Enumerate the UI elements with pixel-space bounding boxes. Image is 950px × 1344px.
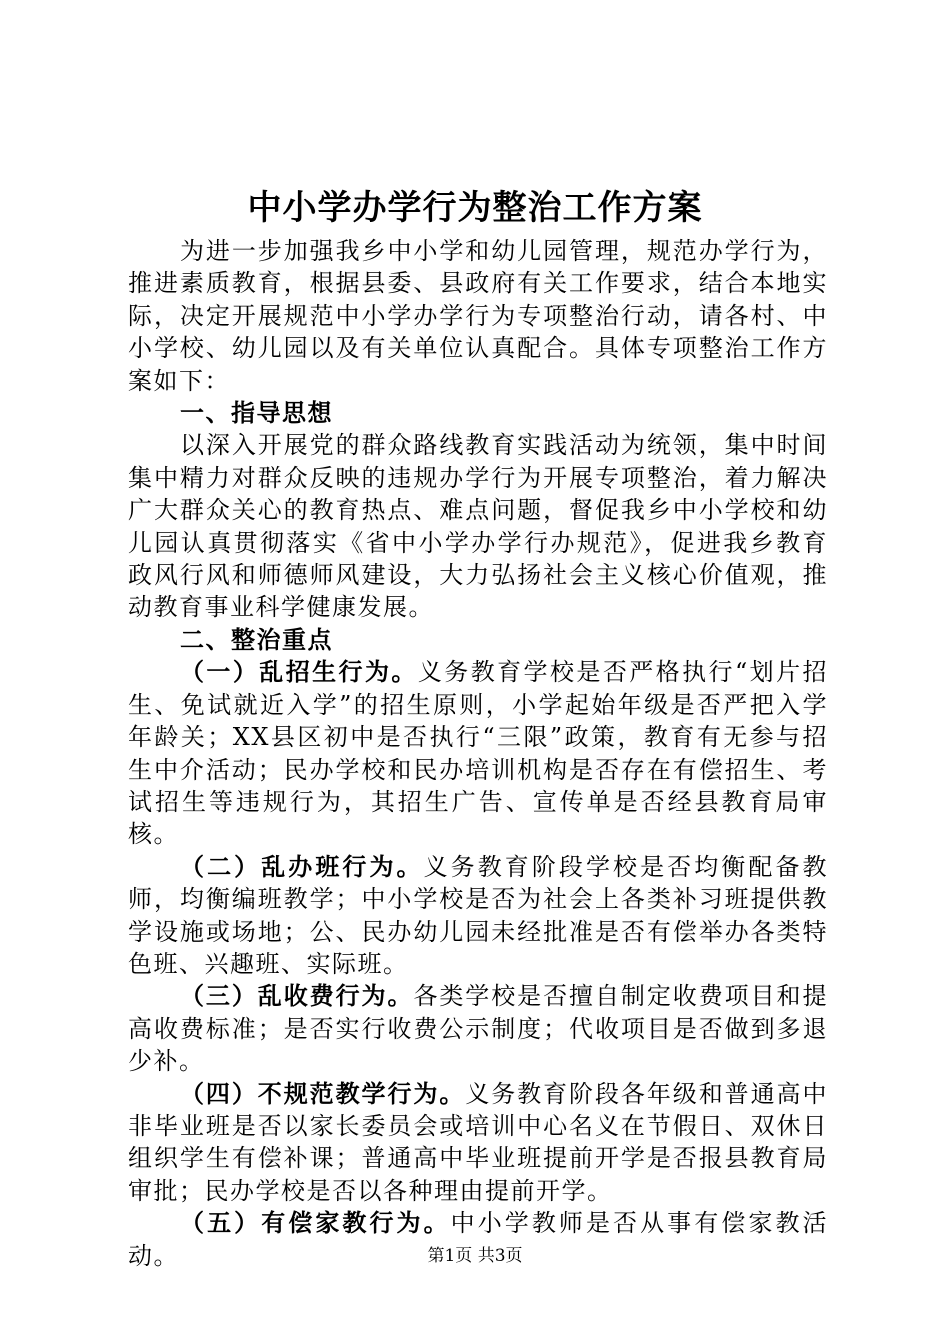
section-paragraph-guiding-thought: 以深入开展党的群众路线教育实践活动为统领，集中时间集中精力对群众反映的违规办学行为开展专项整治，着力解决广大群众关心的教育热点、难点问题，督促我乡中小学校和幼儿园认真贯彻落实《省中小学办学行办规范》，促进我乡教育政风行风和师德师风建设，大力弘扬社会主义核心价值观，推动教育事业科学健康发展。 <box>128 431 828 622</box>
focus-item-lead: （一）乱招生行为。 <box>180 658 418 687</box>
focus-item-lead: （二）乱办班行为。 <box>180 852 424 881</box>
intro-paragraph: 为进一步加强我乡中小学和幼儿园管理，规范办学行为，推进素质教育，根据县委、县政府有关工作要求，结合本地实际，决定开展规范中小学办学行为专项整治行动，请各村、中小学校、幼儿园以及有关单位认真配合。具体专项整治工作方案如下： <box>128 237 828 395</box>
page-total: 共3页 <box>477 1246 523 1266</box>
page-number: 第1页 <box>427 1246 473 1266</box>
focus-item-lead: （四）不规范教学行为。 <box>180 1079 466 1108</box>
section-heading-guiding-thought: 一、指导思想 <box>180 399 333 428</box>
focus-item-text: 义务教育学校是否严格执行“划片招生、免试就近入学”的招生原则，小学起始年级是否严把入学年龄关；XX县区初中是否执行“三限”政策，教育有无参与招生中介活动；民办学校和民办培训机构是否存在有偿招生、考试招生等违规行为，其招生广告、宣传单是否经县教育局审核。 <box>128 658 828 849</box>
focus-item-text: 义务教育阶段各年级和普通高中非毕业班是否以家长委员会或培训中心名义在节假日、双休日组织学生有偿补课；普通高中毕业班提前开学是否报县教育局审批；民办学校是否以各种理由提前开学。 <box>128 1079 828 1205</box>
document-title: 中小学办学行为整治工作方案 <box>247 188 703 228</box>
focus-item-lead: （五）有偿家教行为。 <box>180 1209 451 1238</box>
focus-item-text: 中小学教师是否从事有偿家教活动。 <box>128 1209 829 1270</box>
focus-item-text: 各类学校是否擅自制定收费项目和提高收费标准；是否实行收费公示制度；代收项目是否做到多退少补。 <box>128 982 828 1076</box>
section-heading-focus: 二、整治重点 <box>180 625 333 654</box>
focus-item-text: 义务教育阶段学校是否均衡配备教师，均衡编班教学；中小学校是否为社会上各类补习班提供教学设施或场地；公、民办幼儿园未经批准是否有偿举办各类特色班、兴趣班、实际班。 <box>128 852 829 978</box>
page-footer <box>0 1244 950 1268</box>
focus-item-teaching <box>128 1078 828 1208</box>
focus-item-lead: （三）乱收费行为。 <box>180 982 414 1011</box>
document-body <box>128 235 828 1272</box>
focus-item-admissions <box>128 656 828 850</box>
focus-item-fees <box>128 980 828 1077</box>
focus-item-classes <box>128 851 828 981</box>
